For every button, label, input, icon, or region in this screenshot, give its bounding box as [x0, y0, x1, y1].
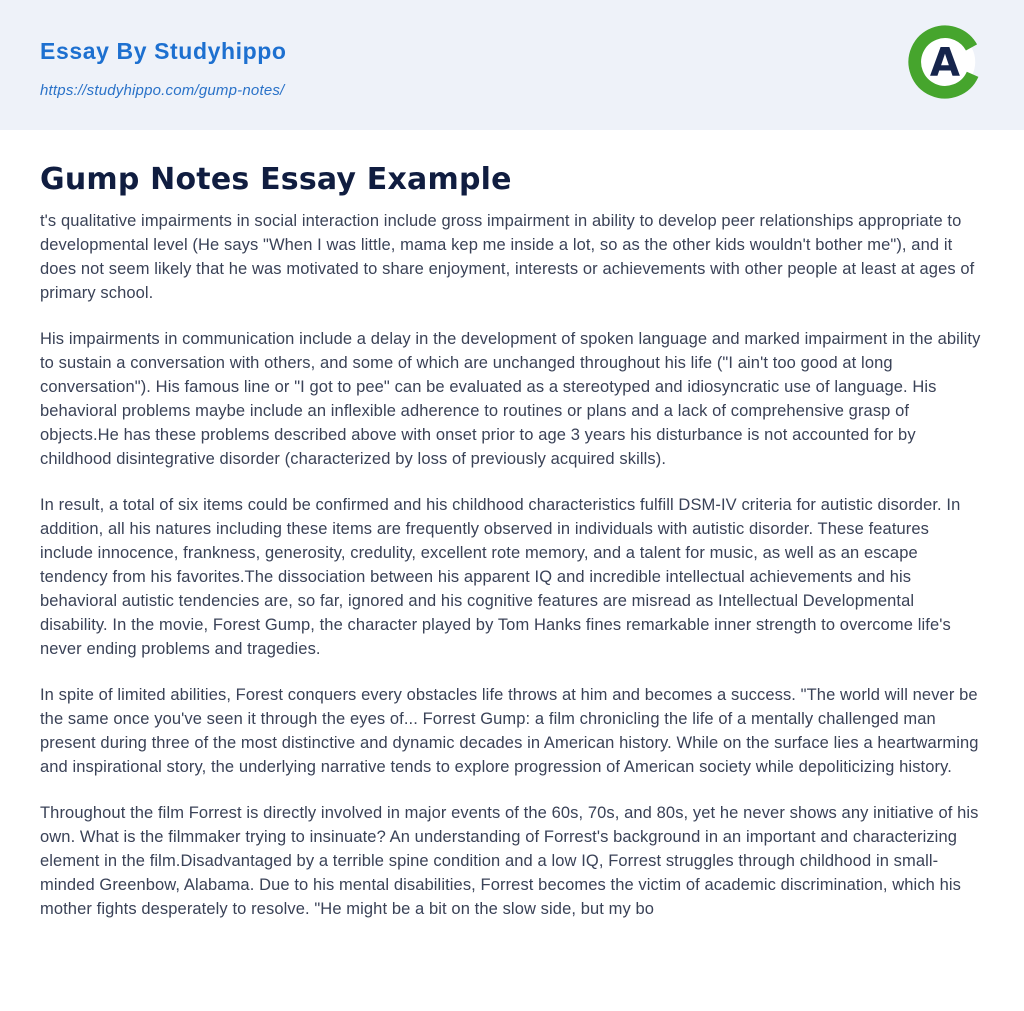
page-header: [0, 0, 1024, 130]
essay-paragraph: His impairments in communication include a delay in the development of spoken language and marked impairment in the ability to sustain a conversation with others, and some of which are unchanged throughout his life ("I ain't too good at long conversation"). His famous line or "I got to pee" can be evaluated as a stereotyped and idiosyncratic use of language. His behavioral problems maybe include an inflexible adherence to routines or plans and a lack of comprehensive grasp of objects.He has these problems described above with onset prior to age 3 years his disturbance is not accounted for by childhood disintegrative disorder (characterized by loss of previously acquired skills).: [40, 330, 981, 468]
source-url-link[interactable]: https://studyhippo.com/gump-notes/: [40, 82, 285, 99]
essay-article: [0, 130, 1024, 921]
essay-paragraph: t's qualitative impairments in social interaction include gross impairment in ability to develop peer relationships appropriate to developmental level (He says "When I was little, mama kep me inside a lot, so as the other kids wouldn't bother me"), and it does not seem likely that he was motivated to share enjoyment, interests or achievements with other people at least at ages of primary school.: [40, 212, 975, 302]
essay-paragraph: In result, a total of six items could be confirmed and his childhood characteristics fulfill DSM-IV criteria for autistic disorder. In addition, all his natures including these items are frequently observed in individuals with autistic disorder. These features include innocence, frankness, generosity, credulity, excellent rote memory, and a talent for music, as well as an escape tendency from his favorites.The dissociation between his apparent IQ and incredible intellectual achievements and his behavioral autistic tendencies are, so far, ignored and his cognitive features are misread as Intellectual Developmental disability. In the movie, Forest Gump, the character played by Tom Hanks fines remarkable inner strength to overcome life's never ending problems and tragedies.: [40, 496, 961, 658]
page-title: Gump Notes Essay Example: [40, 162, 512, 197]
studyhippo-logo[interactable]: [906, 23, 984, 101]
logo-ring-icon: [906, 23, 984, 101]
essay-paragraph: In spite of limited abilities, Forest conquers every obstacles life throws at him and becomes a success. "The world will never be the same once you've seen it through the eyes of... Forrest Gump: a film chronicling the life of a mentally challenged man present during three of the most distinctive and dynamic decades in American history. While on the surface lies a heartwarming and inspirational story, the underlying narrative tends to explore progression of American society while depoliticizing history.: [40, 686, 979, 776]
logo-letter: A: [929, 40, 961, 86]
site-title: Essay By Studyhippo: [40, 38, 287, 64]
essay-paragraph: Throughout the film Forrest is directly involved in major events of the 60s, 70s, and 80s, yet he never shows any initiative of his own. What is the filmmaker trying to insinuate? An understanding of Forrest's background in an important and characterizing element in the film.Disadvantaged by a terrible spine condition and a low IQ, Forrest struggles through childhood in small-minded Greenbow, Alabama. Due to his mental disabilities, Forrest becomes the victim of academic discrimination, which his mother fights desperately to resolve. "He might be a bit on the slow side, but my bo: [40, 804, 979, 918]
